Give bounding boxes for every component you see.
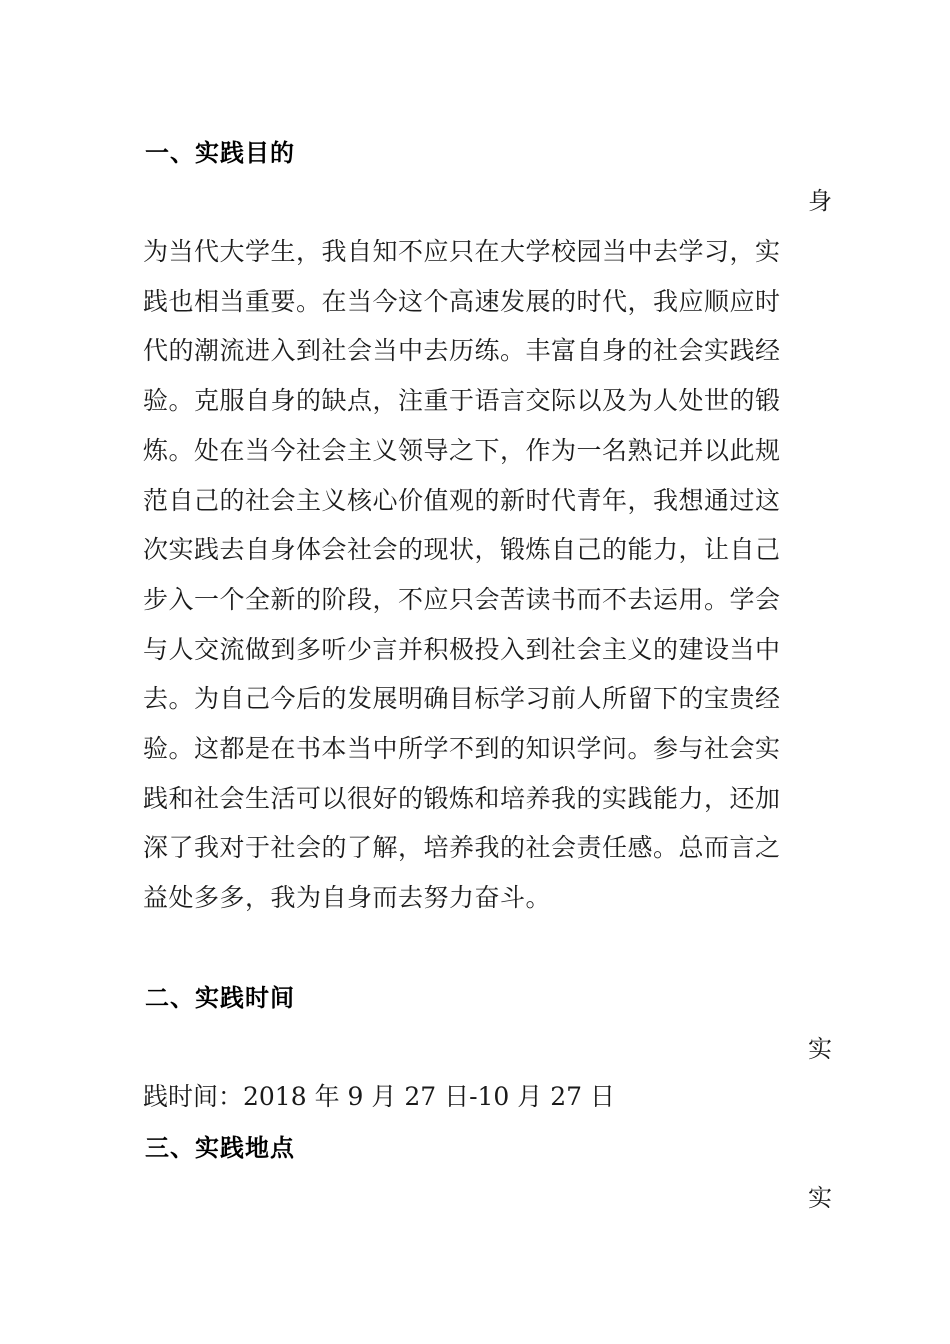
wrapped-first-char: 实 [808, 1184, 832, 1212]
paragraph-line: 为当代大学生，我自知不应只在大学校园当中去学习，实 [143, 237, 781, 266]
paragraph-line: 深了我对于社会的了解，培养我的社会责任感。总而言之 [143, 833, 781, 863]
purpose-paragraph [143, 227, 811, 923]
paragraph-line: 代的潮流进入到社会当中去历练。丰富自身的社会实践经 [143, 336, 781, 366]
practice-time-line: 践时间：2018 年 9 月 27 日-10 月 27 日 [143, 1082, 615, 1111]
wrapped-first-char: 实 [808, 1035, 832, 1063]
paragraph-line: 验。这都是在书本当中所学不到的知识学问。参与社会实 [143, 734, 781, 764]
paragraph-line: 践和社会生活可以很好的锻炼和培养我的实践能力，还加 [143, 783, 781, 813]
paragraph-line: 益处多多，我为自身而去努力奋斗。 [143, 883, 552, 913]
section-heading-purpose: 一、实践目的 [145, 139, 295, 167]
paragraph-line: 范自己的社会主义核心价值观的新时代青年，我想通过这 [143, 485, 781, 515]
paragraph-line: 验。克服自身的缺点，注重于语言交际以及为人处世的锻 [143, 386, 781, 416]
paragraph-line: 炼。处在当今社会主义领导之下，作为一名熟记并以此规 [143, 435, 781, 465]
paragraph-line: 去。为自己今后的发展明确目标学习前人所留下的宝贵经 [143, 684, 781, 714]
paragraph-line: 践也相当重要。在当今这个高速发展的时代，我应顺应时 [143, 286, 781, 316]
wrapped-first-char: 身 [808, 187, 832, 215]
paragraph-line: 次实践去自身体会社会的现状，锻炼自己的能力，让自己 [143, 535, 781, 565]
section-heading-time: 二、实践时间 [145, 984, 295, 1012]
section-heading-location: 三、实践地点 [145, 1134, 295, 1162]
paragraph-line: 与人交流做到多听少言并积极投入到社会主义的建设当中 [143, 634, 781, 664]
paragraph-line: 步入一个全新的阶段，不应只会苦读书而不去运用。学会 [143, 584, 781, 614]
